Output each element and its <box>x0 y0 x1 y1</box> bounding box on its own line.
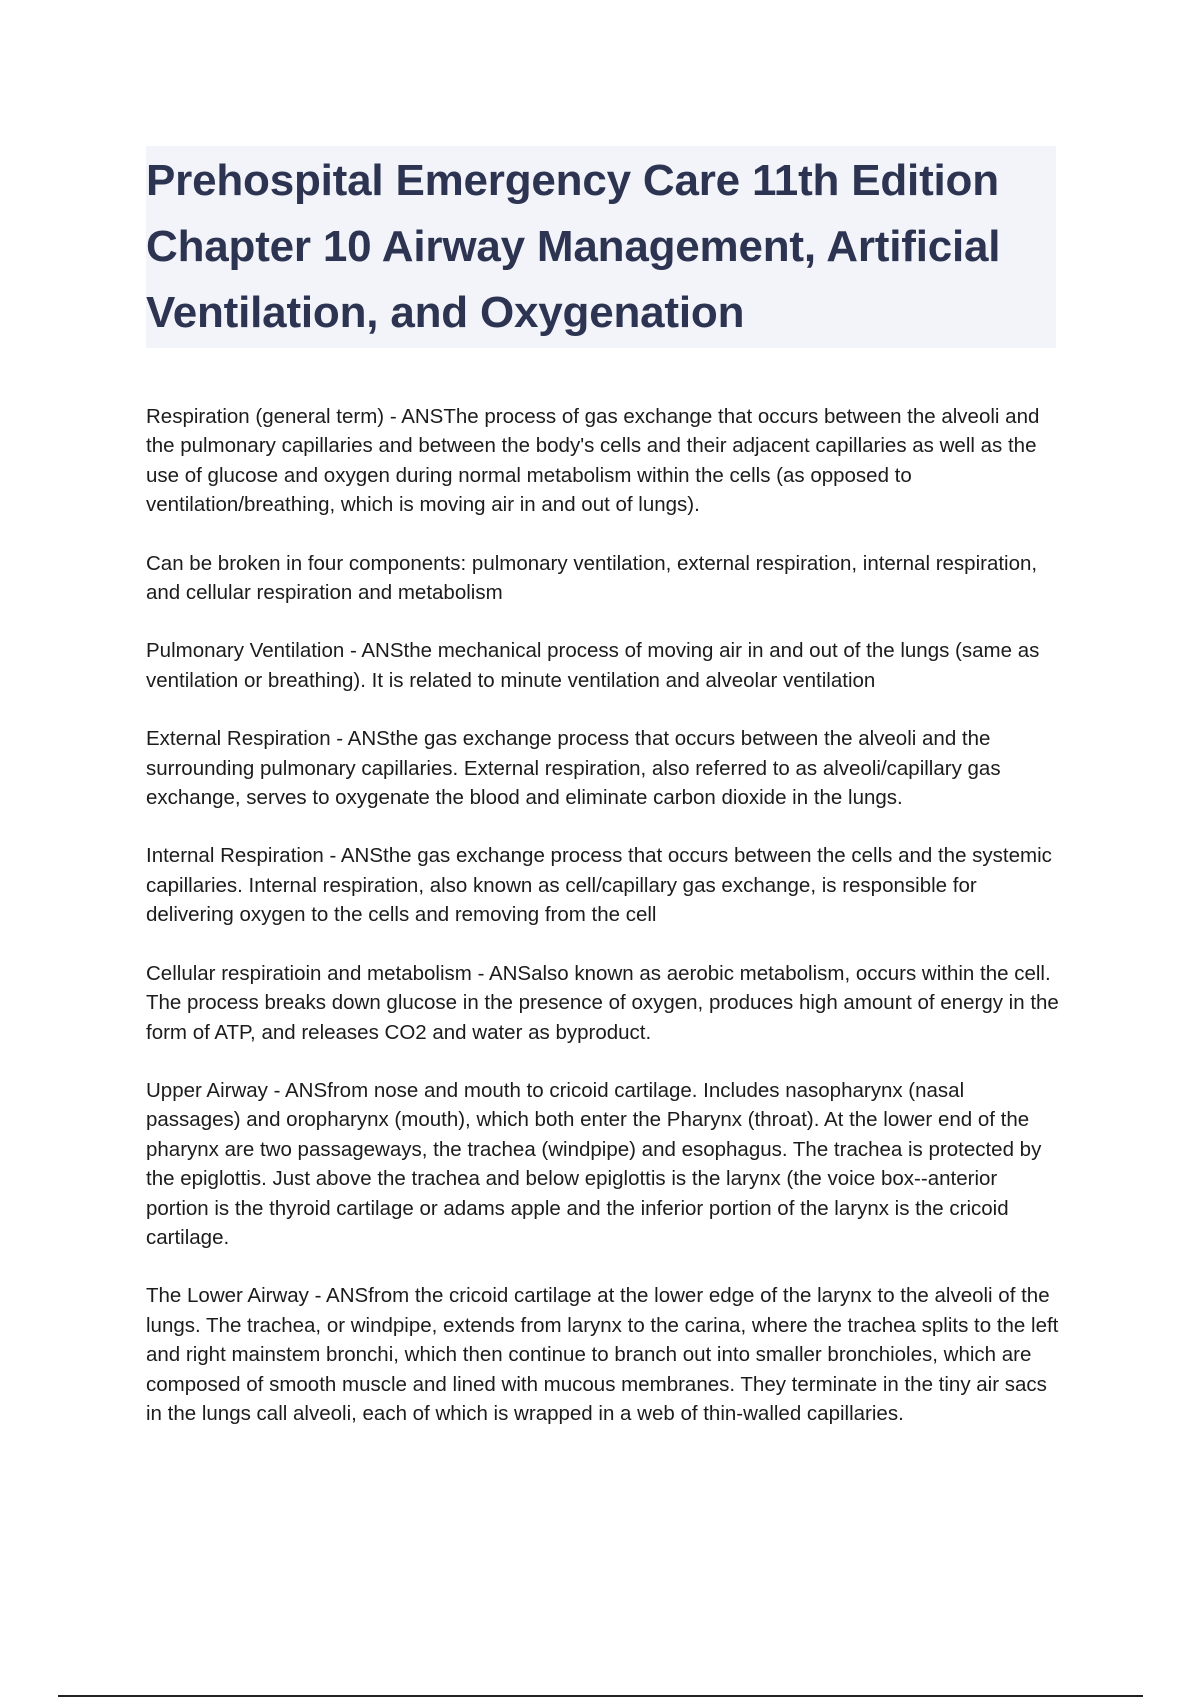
title-block <box>146 146 1056 348</box>
document-body <box>146 402 1061 1457</box>
entry-lower-airway: The Lower Airway - ANSfrom the cricoid cartilage at the lower edge of the larynx to the alveoli of the lungs. The trachea, or windpipe, extends from larynx to the carina, where the trachea splits to the left and right mainstem bronchi, which then continue to branch out into smaller bronchioles, which are composed of smooth muscle and lined with mucous membranes. They terminate in the tiny air sacs in the lungs call alveoli, each of which is wrapped in a web of thin-walled capillaries. <box>146 1284 1059 1425</box>
entry-external-respiration: External Respiration - ANSthe gas exchange process that occurs between the alveoli and the surrounding pulmonary capillaries. External respiration, also referred to as alveoli/capillary gas exchange, serves to oxygenate the blood and eliminate carbon dioxide in the lungs. <box>146 727 1001 810</box>
entry-four-components: Can be broken in four components: pulmonary ventilation, external respiration, internal respiration, and cellular respiration and metabolism <box>146 551 1038 605</box>
entry-cellular-respiration: Cellular respiratioin and metabolism - ANSalso known as aerobic metabolism, occurs within the cell. The process breaks down glucose in the presence of oxygen, produces high amount of energy in the form of ATP, and releases CO2 and water as byproduct. <box>146 961 1059 1044</box>
entry-upper-airway: Upper Airway - ANSfrom nose and mouth to cricoid cartilage. Includes nasopharynx (nasal passages) and oropharynx (mouth), which both enter the Pharynx (throat). At the lower end of the pharynx are two passageways, the trachea (windpipe) and esophagus. The trachea is protected by the epiglottis. Just above the trachea and below epiglottis is the larynx (the voice box--anterior portion is the thyroid cartilage or adams apple and the inferior portion of the larynx is the cricoid cartilage. <box>146 1078 1042 1249</box>
entry-internal-respiration: Internal Respiration - ANSthe gas exchange process that occurs between the cells and the systemic capillaries. Internal respiration, also known as cell/capillary gas exchange, is responsible for delivering oxygen to the cells and removing from the cell <box>146 844 1052 927</box>
entry-respiration-general: Respiration (general term) - ANSThe process of gas exchange that occurs between the alveoli and the pulmonary capillaries and between the body's cells and their adjacent capillaries as well as the use of glucose and oxygen during normal metabolism within the cells (as opposed to ventilation/breathing, which is moving air in and out of lungs). <box>146 405 1040 517</box>
document-title: Prehospital Emergency Care 11th Edition Chapter 10 Airway Management, Artificial Ventilation, and Oxygenation <box>146 156 1001 337</box>
entry-pulmonary-ventilation: Pulmonary Ventilation - ANSthe mechanical process of moving air in and out of the lungs (same as ventilation or breathing). It is related to minute ventilation and alveolar ventilation <box>146 639 1040 692</box>
footer-divider <box>58 1695 1143 1697</box>
